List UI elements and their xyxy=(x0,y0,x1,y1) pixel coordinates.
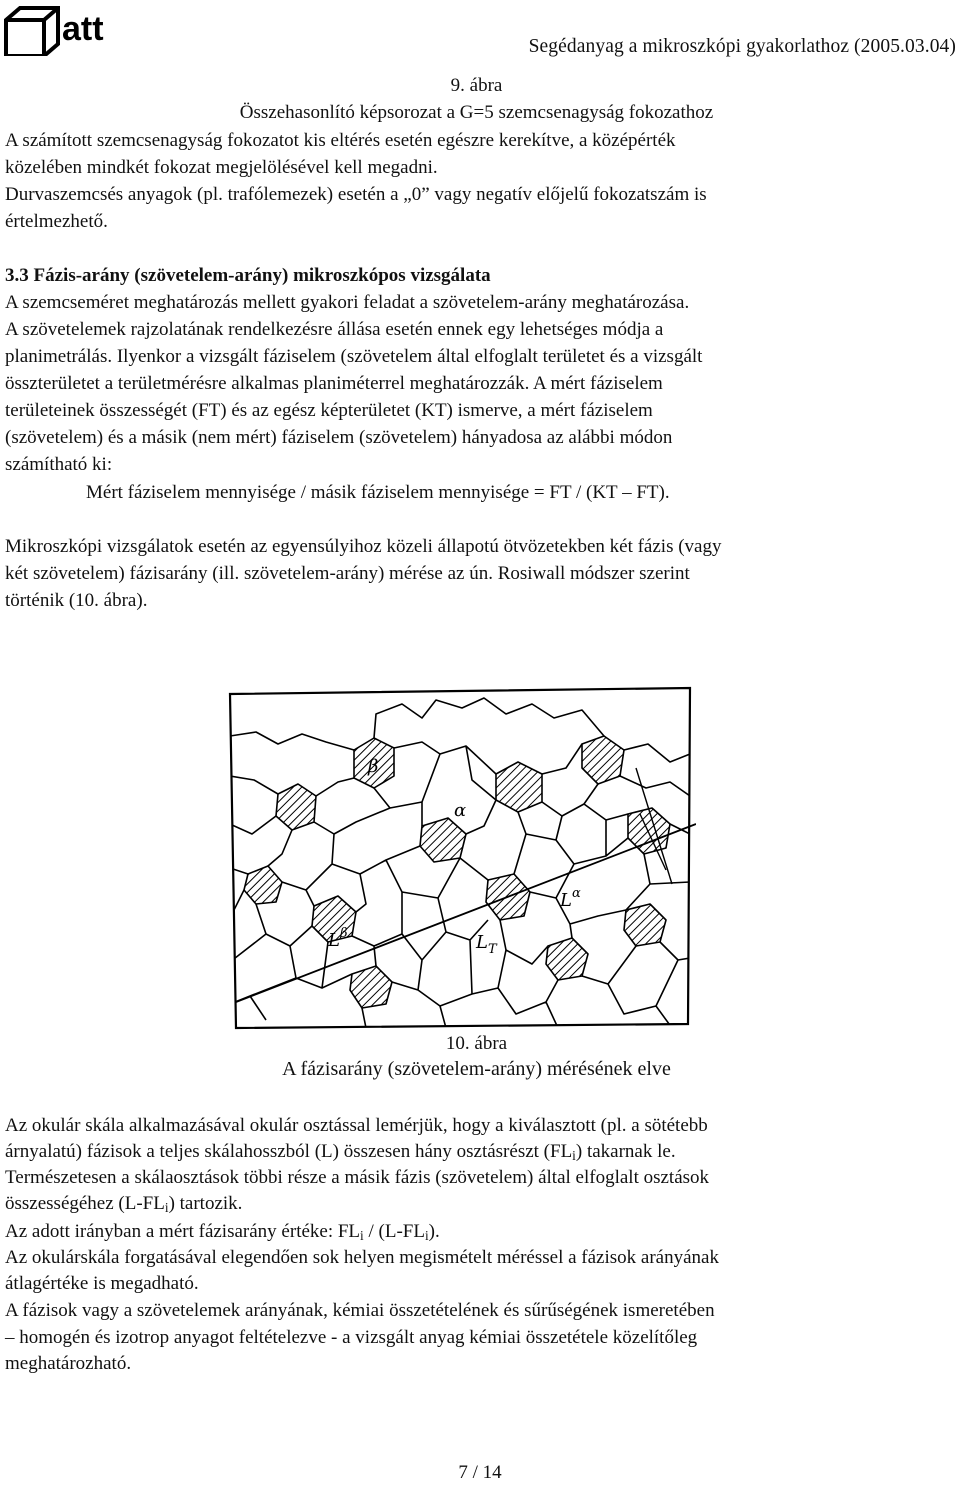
ocular-line: árnyalatú) fázisok a teljes skálahosszból (L) összesen hány osztásrészt $(FL_i)$ takarnak le. xyxy=(5,1141,676,1163)
page-number: 7 / 14 xyxy=(458,1462,502,1483)
beta-grain xyxy=(496,762,542,812)
intro-line: A számított szemcsenagyság fokozatot kis eltérés esetén egészre kerekítve, a középérték xyxy=(5,130,676,151)
label-l-t: $L_T$ xyxy=(476,932,497,957)
beta-grain xyxy=(624,904,666,946)
ocular-line: Az okulár skála alkalmazásával okulár osztással lemérjük, hogy a kiválasztott (pl. a sötétebb xyxy=(5,1115,708,1136)
ocular-line: Az adott irányban a mért fázisarány értéke: $FL_i / (L-FL_i)$. xyxy=(5,1221,440,1243)
rosiwall-line: történik (10. ábra). xyxy=(5,590,148,611)
ocular-line: – homogén és izotrop anyagot feltételezve - a vizsgált anyag kémiai összetétele közelítőleg xyxy=(5,1327,698,1348)
att-logo xyxy=(2,4,120,56)
section-line: planimetrálás. Ilyenkor a vizsgált fáziselem (szövetelem által elfoglalt területet és a vizsgált xyxy=(5,346,703,367)
ocular-line: összességéhez $(L-FL_i)$ tartozik. xyxy=(5,1193,243,1215)
label-l-alpha: $L^\alpha$ xyxy=(560,886,581,911)
intro-line: Durvaszemcsés anyagok (pl. trafólemezek) esetén a „0” vagy negatív előjelű fokozatszám is xyxy=(5,184,707,205)
microstructure-figure xyxy=(226,684,696,1032)
figure-9-caption: Összehasonlító képsorozat a G=5 szemcsenagyság fokozathoz xyxy=(239,102,714,123)
figure-9-number: 9. ábra xyxy=(450,75,503,96)
intro-line: értelmezhető. xyxy=(5,211,108,232)
section-line: összterületet a területmérésre alkalmas planiméterrel meghatározzák. A mért fáziselem xyxy=(5,373,663,394)
figure-10-number: 10. ábra xyxy=(445,1033,508,1054)
section-line: (szövetelem) és a másik (nem mért) fáziselem (szövetelem) hányadosa az alábbi módon xyxy=(5,427,673,448)
ocular-line: Természetesen a skálaosztások többi része a másik fázis (szövetelem) által elfoglalt osztások xyxy=(5,1167,710,1188)
beta-grain xyxy=(244,866,282,904)
section-line: számítható ki: xyxy=(5,454,113,475)
ocular-line: Az okulárskála forgatásával elegendően sok helyen megismételt méréssel a fázisok arányának xyxy=(5,1247,719,1268)
beta-grain xyxy=(276,784,316,830)
ocular-line: meghatározható. xyxy=(5,1353,132,1374)
beta-grain xyxy=(350,966,392,1008)
formula: Mért fáziselem mennyisége / másik fáziselem mennyisége = FT / (KT – FT). xyxy=(86,482,670,503)
label-l-beta: $L^\beta$ xyxy=(328,926,348,951)
beta-grain xyxy=(546,938,588,980)
ocular-line: átlagértéke is megadható. xyxy=(5,1273,199,1294)
label-beta: β xyxy=(368,756,379,777)
intro-line: közelében mindkét fokozat megjelölésével kell megadni. xyxy=(5,157,438,178)
beta-grain xyxy=(420,818,466,862)
cube-icon xyxy=(6,8,58,56)
section-heading: 3.3 Fázis-arány (szövetelem-arány) mikroszkópos vizsgálata xyxy=(5,265,491,286)
ocular-line: A fázisok vagy a szövetelemek arányának, kémiai összetételének és sűrűségének ismeretében xyxy=(5,1300,715,1321)
rosiwall-line: két szövetelem) fázisarány (ill. szövetelem-arány) mérése az ún. Rosiwall módszer szerint xyxy=(5,563,690,584)
label-alpha: α xyxy=(454,800,467,821)
beta-grain xyxy=(582,736,624,784)
section-line: A szövetelemek rajzolatának rendelkezésre állása esetén ennek egy lehetséges módja a xyxy=(5,319,664,340)
figure-10-caption: A fázisarány (szövetelem-arány) mérésének elve xyxy=(282,1058,671,1080)
section-line: A szemcseméret meghatározás mellett gyakori feladat a szövetelem-arány meghatározása. xyxy=(5,292,690,313)
section-line: területeinek összességét (FT) és az egész képterületet (KT) ismerve, a mért fáziselem xyxy=(5,400,653,421)
rosiwall-line: Mikroszkópi vizsgálatok esetén az egyensúlyihoz közeli állapotú ötvözetekben két fázis (vagy xyxy=(5,536,722,557)
header-title: Segédanyag a mikroszkópi gyakorlathoz (2005.03.04) xyxy=(528,36,956,57)
logo-text: att xyxy=(62,10,104,48)
